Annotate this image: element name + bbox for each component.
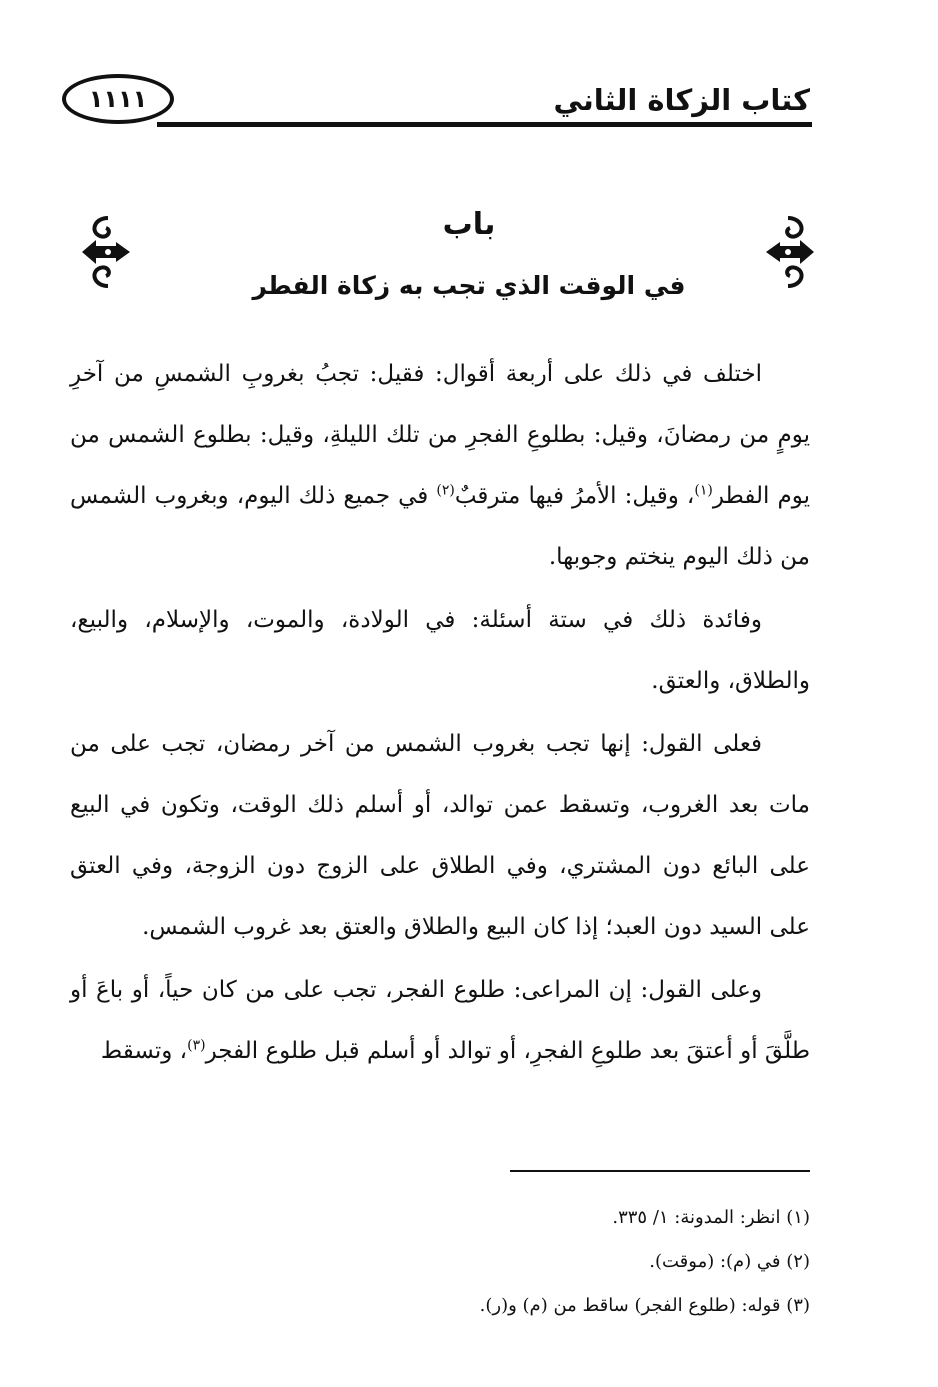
page-number: ١١١١ (88, 85, 148, 113)
header-rule (157, 122, 812, 127)
footnote: (٣) قوله: (طلوع الفجر) ساقط من (م) و(ر). (479, 1295, 810, 1316)
text-segment: ، وتسقط (100, 1038, 188, 1064)
paragraph (70, 714, 810, 958)
text-segment: في جميع ذلك اليوم، وبغروب الشمس من ذلك اليوم ينختم وجوبها. (70, 483, 810, 570)
chapter-subtitle: في الوقت الذي تجب به زكاة الفطر (252, 271, 686, 300)
paragraph (70, 590, 810, 712)
text-segment: وعلى القول: إن المراعى: طلوع الفجر، تجب على من كان حياً، أو باعَ أو طلَّقَ أو أعتقَ بعد طلوعِ الفجرِ، أو توالد أو أسلم قبل طلوع الفجر (70, 977, 810, 1064)
paragraph (70, 960, 810, 1082)
running-header (62, 72, 812, 130)
footnote-separator (510, 1170, 810, 1172)
body-text (70, 344, 810, 1084)
footnote: (١) انظر: المدونة: ١/ ٣٣٥. (612, 1207, 810, 1228)
footnote-ref: (٢) (436, 482, 455, 499)
footnotes (70, 1196, 810, 1328)
paragraph (70, 344, 810, 588)
text-segment: فعلى القول: إنها تجب بغروب الشمس من آخر رمضان، تجب على من مات بعد الغروب، وتسقط عمن توالد، أو أسلم ذلك الوقت، وتكون في البيع على البائع دون المشتري، وفي الطلاق على الزوج دون الزوجة، وفي العتق على السيد دون العبد؛ إذا كان البيع والطلاق والعتق بعد غروب الشمس. (70, 731, 810, 940)
text-segment: اختلف في ذلك على أربعة أقوال: فقيل: تجبُ بغروبِ الشمسِ من آخرِ يومٍ من رمضانَ، وقيل: بطلوعِ الفجرِ من تلك الليلةِ، وقيل: بطلوع الشمس من يوم الفطر (70, 361, 810, 509)
text-segment: ، وقيل: الأمرُ فيها مترقبٌ (454, 483, 695, 509)
text-segment: وفائدة ذلك في ستة أسئلة: في الولادة، والموت، والإسلام، والبيع، والطلاق، والعتق. (70, 607, 810, 694)
footnote-ref: (٣) (187, 1037, 206, 1054)
chapter-title: باب (442, 207, 496, 242)
footnote-ref: (١) (694, 482, 713, 499)
book-title: كتاب الزكاة الثاني (553, 83, 810, 117)
page-number-badge (62, 74, 174, 124)
footnote: (٢) في (م): (موقت). (649, 1251, 810, 1272)
